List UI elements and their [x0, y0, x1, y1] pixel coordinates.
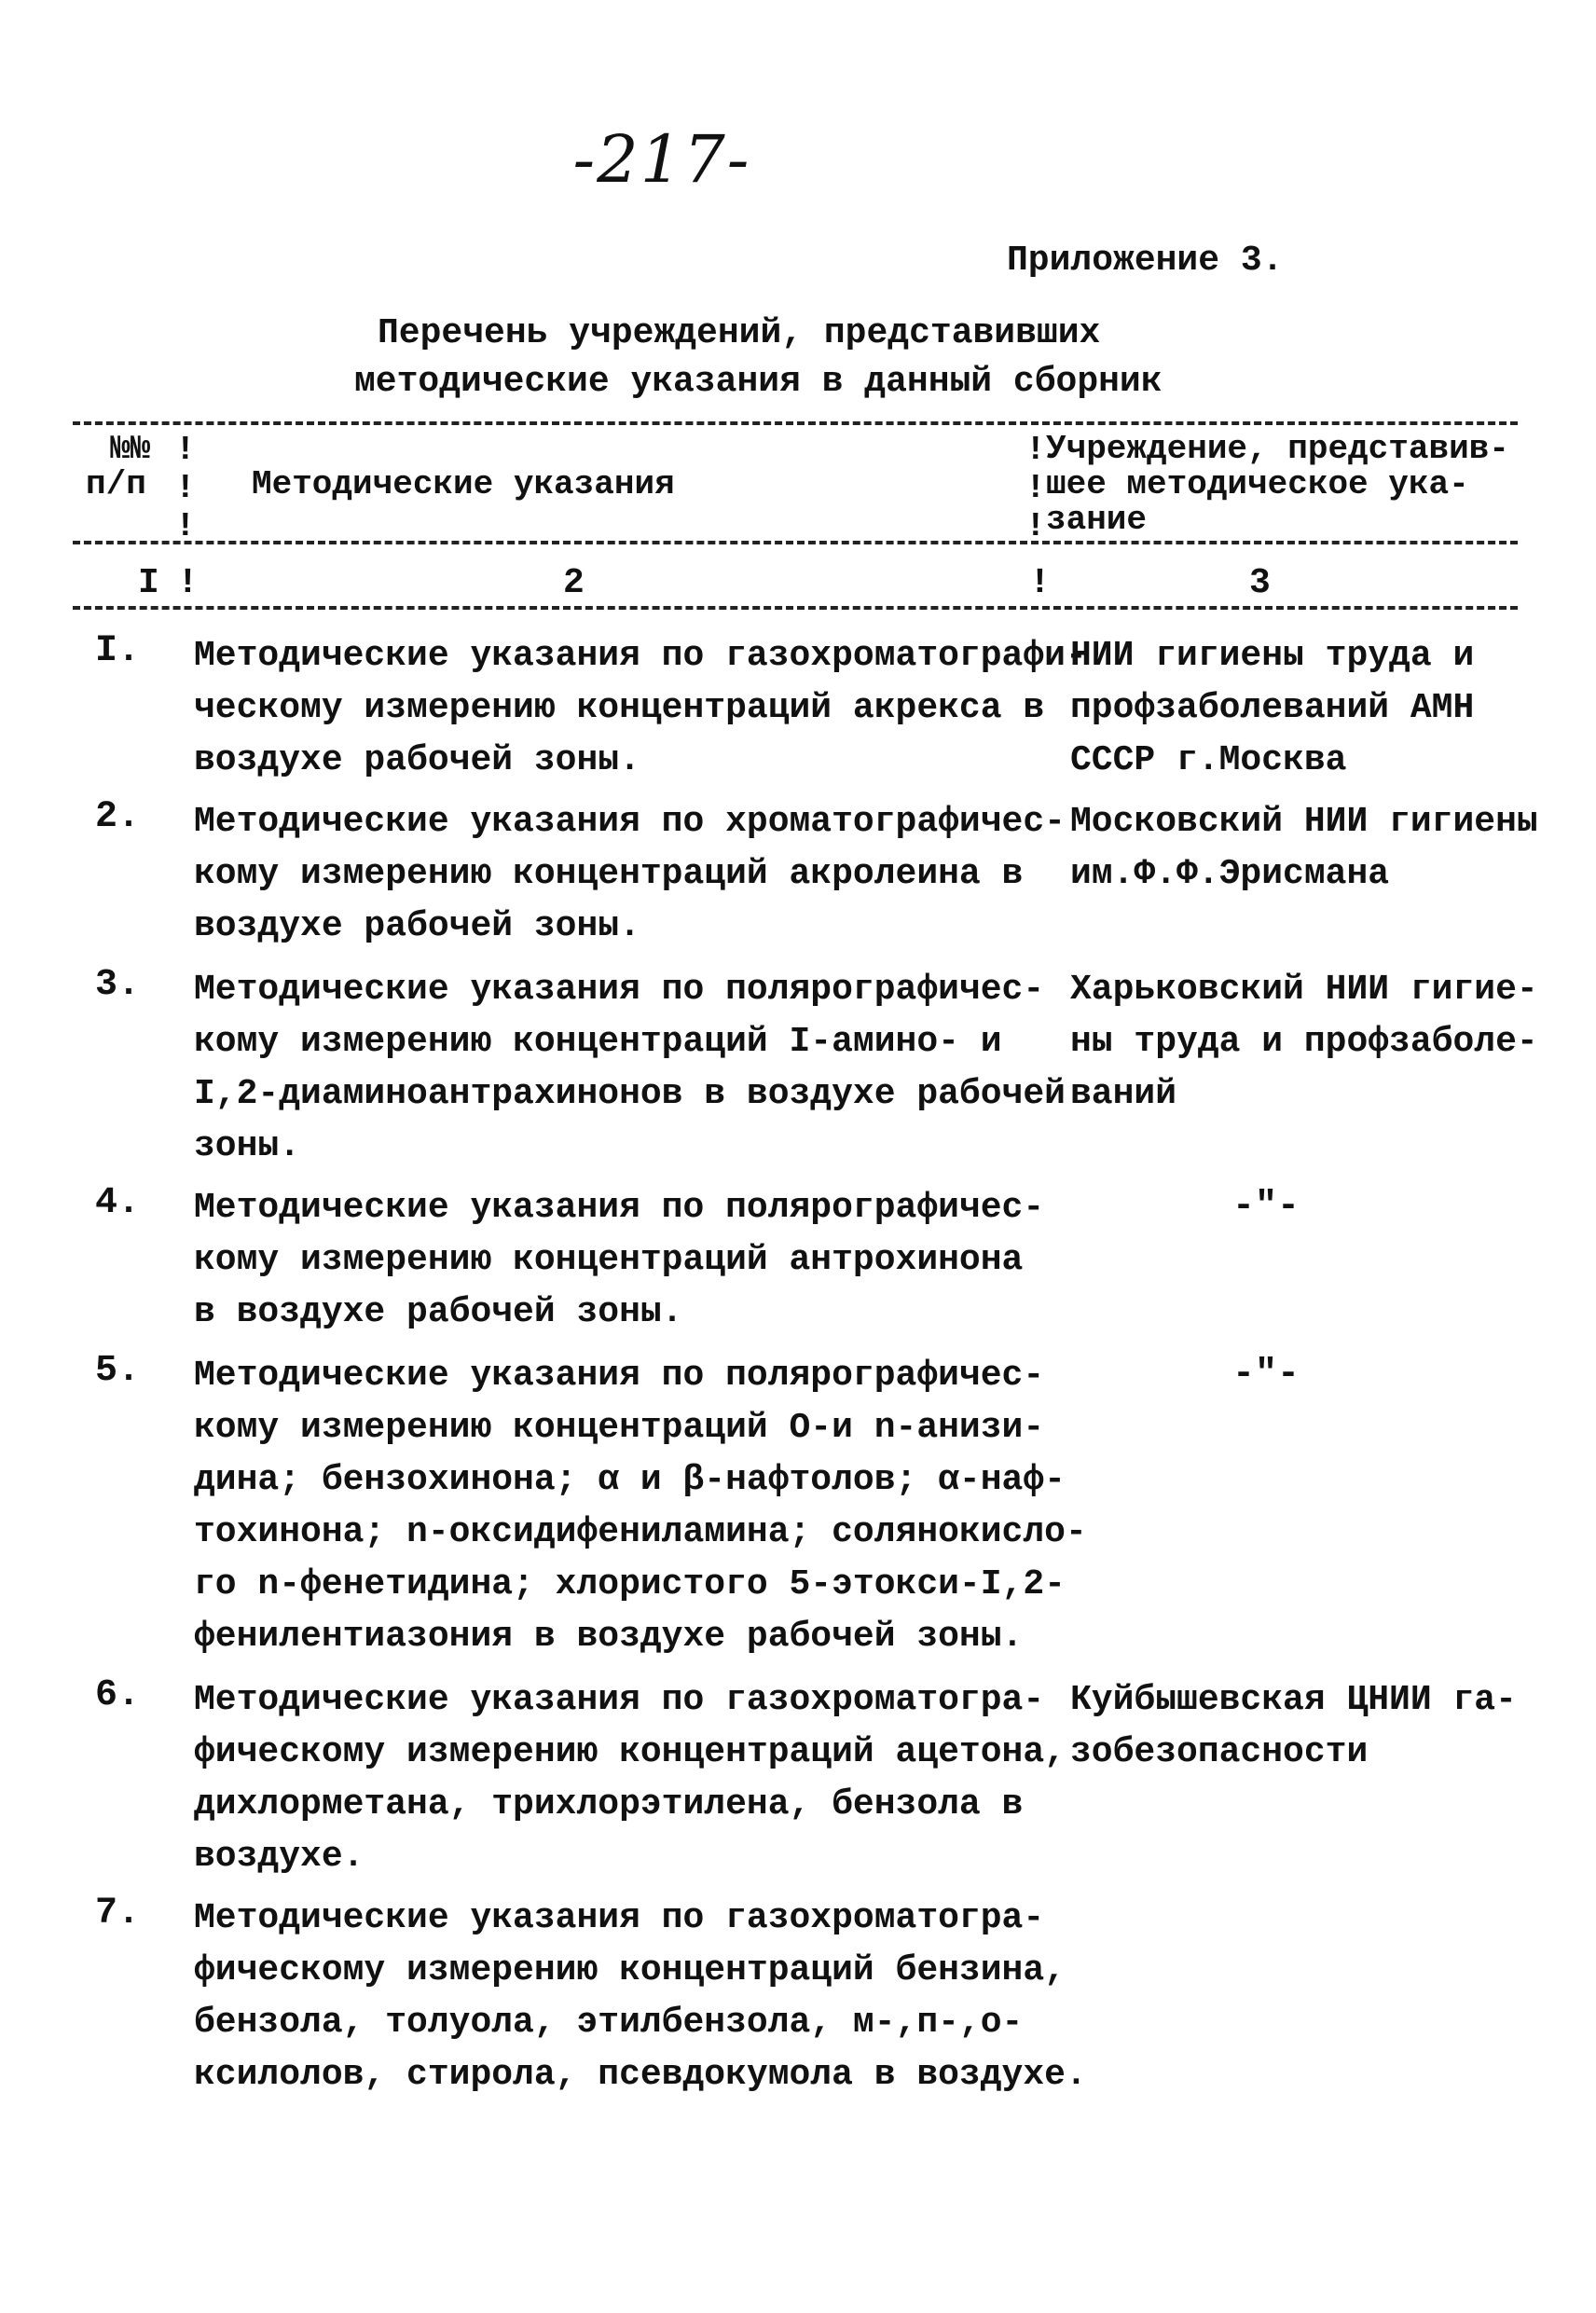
text-line: ны труда и профзаболе- [1070, 1022, 1538, 1062]
text-line: Московский НИИ гигиены [1070, 802, 1538, 842]
text-line: зобезопасности [1070, 1732, 1369, 1772]
column-divider: ! [1029, 563, 1051, 603]
text-line: ческому измерению концентраций акрекса в [194, 688, 1045, 728]
text-line: Методические указания по газохроматогра- [194, 1898, 1045, 1938]
table-top-rule [73, 421, 1518, 425]
column-number-rule [73, 606, 1518, 610]
text-line: воздухе рабочей зоны. [194, 740, 640, 780]
row-institution [1070, 796, 1555, 901]
row-institution [1070, 1674, 1555, 1779]
text-line: Методические указания по газохроматографи- [194, 636, 1087, 676]
row-institution [1070, 630, 1555, 787]
row-institution [1070, 964, 1555, 1121]
text-line: фическому измерению концентраций ацетона, [194, 1732, 1066, 1772]
header-num-line-2: п/п [86, 465, 146, 503]
text-line: воздухе рабочей зоны. [194, 906, 640, 946]
row-instructions [194, 1893, 1108, 2101]
row-instructions [194, 630, 1108, 787]
text-line: фическому измерению концентраций бензина, [194, 1950, 1066, 1990]
header-institution-line-1: Учреждение, представив- [1046, 430, 1509, 468]
appendix-label: Приложение 3. [1007, 241, 1284, 281]
column-number-1: I [138, 563, 159, 603]
text-line: кому измерению концентраций I-амино- и [194, 1022, 1002, 1062]
title-line-2: методические указания в данный сборник [354, 362, 1163, 402]
row-number: 5. [94, 1350, 140, 1392]
text-line: Харьковский НИИ гигие- [1070, 970, 1538, 1010]
text-line: кому измерению концентраций антрохинона [194, 1240, 1024, 1280]
row-instructions [194, 1350, 1108, 1663]
row-instructions [194, 1182, 1108, 1339]
row-instructions [194, 796, 1108, 953]
page-number: -217- [572, 121, 751, 198]
text-line: дихлорметана, трихлорэтилена, бензола в [194, 1784, 1024, 1824]
title-line-1: Перечень учреждений, представивших [378, 313, 1101, 353]
text-line: зоны. [194, 1126, 301, 1166]
text-line: им.Ф.Ф.Эрисмана [1070, 854, 1390, 894]
text-line: дина; бензохинона; α и β-нафтолов; α-наф- [194, 1460, 1066, 1500]
text-line: Методические указания по полярографичес- [194, 1356, 1045, 1396]
column-number-2: 2 [563, 563, 585, 603]
text-line: Куйбышевская ЦНИИ га- [1070, 1680, 1517, 1720]
header-institution-line-3: зание [1046, 501, 1148, 539]
text-line: СССР г.Москва [1070, 740, 1347, 780]
ditto-mark: -"- [1232, 1354, 1300, 1396]
text-line: Методические указания по газохроматогра- [194, 1680, 1045, 1720]
text-line: I,2-диаминоантрахинонов в воздухе рабочей [194, 1074, 1066, 1114]
text-line: ксилолов, стирола, псевдокумола в воздухе. [194, 2055, 1087, 2095]
row-instructions [194, 964, 1108, 1173]
text-line: тохинона; n-оксидифениламина; солянокисло- [194, 1512, 1087, 1552]
header-institution-line-2: шее методическое ука- [1046, 465, 1469, 503]
header-num-line-1: №№ [110, 430, 151, 468]
text-line: кому измерению концентраций О-и n-анизи- [194, 1408, 1045, 1448]
row-number: 7. [94, 1893, 140, 1934]
text-line: Методические указания по хроматографичес- [194, 802, 1066, 842]
text-line: Методические указания по полярографичес- [194, 970, 1045, 1010]
text-line: кому измерению концентраций акролеина в [194, 854, 1024, 894]
header-instructions: Методические указания [252, 465, 675, 503]
text-line: бензола, толуола, этилбензола, м-,п-,о- [194, 2003, 1024, 2043]
text-line: НИИ гигиены труда и [1070, 636, 1475, 676]
row-number: 4. [94, 1182, 140, 1224]
row-number: I. [94, 630, 140, 672]
header-divider-1: ! ! ! [175, 431, 196, 545]
row-instructions [194, 1674, 1108, 1883]
column-number-3: 3 [1249, 563, 1271, 603]
header-divider-2: ! ! ! [1025, 431, 1046, 545]
text-line: воздухе. [194, 1837, 365, 1877]
text-line: фенилентиазония в воздухе рабочей зоны. [194, 1617, 1024, 1657]
text-line: го n-фенетидина; хлористого 5-этокси-I,2- [194, 1564, 1066, 1604]
row-number: 3. [94, 964, 140, 1006]
text-line: профзаболеваний АМН [1070, 688, 1475, 728]
header-bottom-rule [73, 541, 1518, 544]
text-line: в воздухе рабочей зоны. [194, 1292, 683, 1332]
row-number: 2. [94, 796, 140, 838]
text-line: Методические указания по полярографичес- [194, 1188, 1045, 1228]
ditto-mark: -"- [1232, 1186, 1300, 1228]
row-number: 6. [94, 1674, 140, 1716]
text-line: ваний [1070, 1074, 1177, 1114]
column-divider: ! [177, 563, 199, 603]
